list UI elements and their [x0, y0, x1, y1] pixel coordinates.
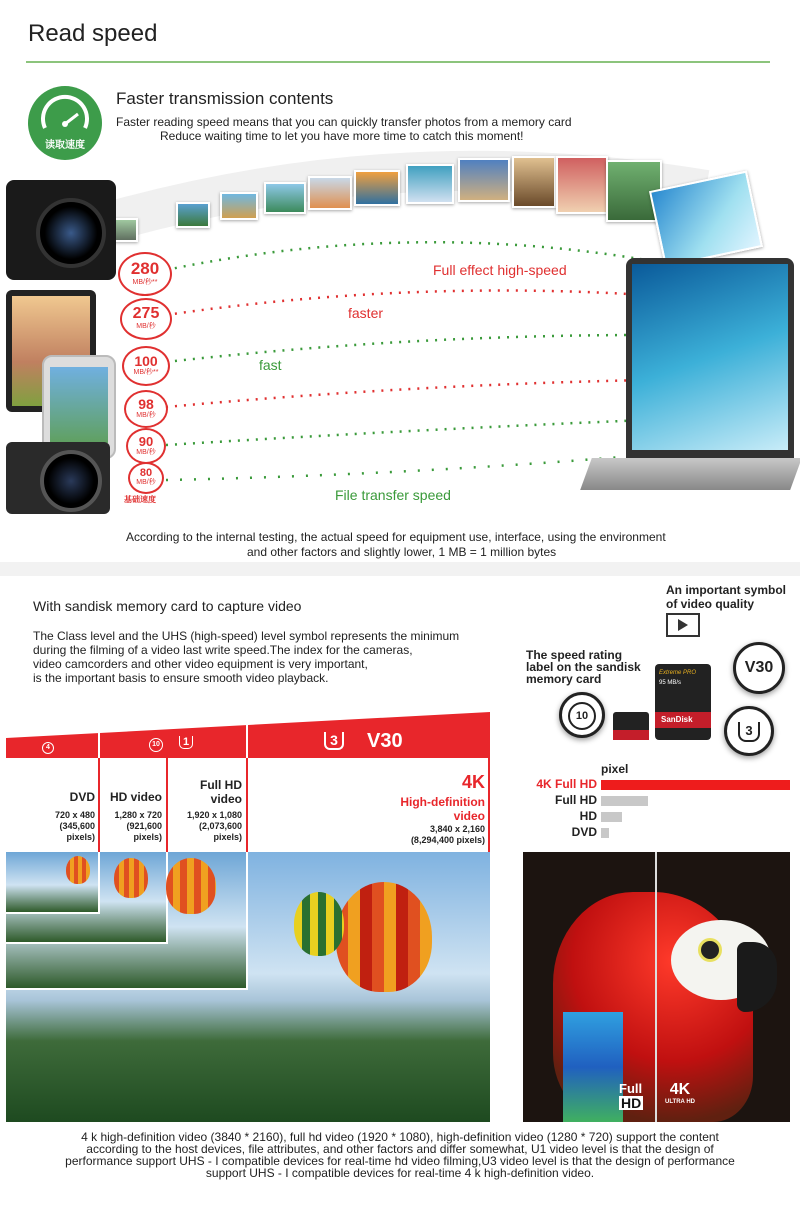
rating-caption: label on the sandisk [526, 660, 641, 674]
section-paragraph: The Class level and the UHS (high-speed) level symbol represents the minimum [33, 629, 460, 643]
bar-label: 4K Full HD [536, 777, 597, 791]
parrot-comparison-image [523, 852, 790, 1122]
res-name-4k-sub: High-definition video [400, 795, 485, 823]
4k-ultra-hd-badge: 4K ULTRA HD [665, 1081, 695, 1105]
section-separator [0, 562, 800, 576]
section-title-transmission: Faster transmission contents [116, 89, 334, 108]
bar [601, 796, 648, 806]
dslr-camera-image [6, 180, 116, 280]
photo-thumb [308, 176, 352, 210]
res-name-dvd: DVD [69, 790, 95, 804]
photo-thumb [176, 202, 210, 228]
footer-note: 4 k high-definition video (3840 * 2160), full hd video (1920 * 1080), high-definition video (1280 * 720) support the content according to the host devices, file attributes, and other factors and differ somewhat, U1 video level is that the design of performance support UHS - I compatible devices for real-time hd video filming,U3 video level is that the design of performance support UHS - I compatible devices for real-time 4 k high-definition video. [65, 1130, 735, 1180]
class10-icon: 10 [149, 738, 163, 752]
section-paragraph: during the filming of a video last write speed.The index for the cameras, [33, 643, 413, 657]
class4-icon: 4 [42, 741, 54, 754]
column-divider [488, 758, 490, 852]
section-description: Faster reading speed means that you can quickly transfer photos from a memory card [116, 115, 572, 129]
res-value: 3,840 x 2,160 (8,294,400 pixels) [410, 824, 485, 845]
speed-badge: 90 MB/秒 [126, 428, 166, 464]
page-title: Read speed [28, 20, 158, 47]
sd-card-image: Extreme PRO 95 MB/s SanDisk [655, 664, 711, 740]
u1-icon: 1 [179, 736, 193, 749]
res-value: 1,920 x 1,080 (2,073,600 pixels) [186, 810, 242, 842]
res-name-4k: 4K [461, 772, 485, 792]
bar [601, 780, 790, 790]
speed-badge: 98 MB/秒 [124, 390, 168, 428]
fullhd-badge: Full HD [619, 1081, 643, 1111]
label-fast: fast [259, 357, 282, 373]
photo-thumb [354, 170, 400, 206]
u3-symbol-icon: 3 [724, 706, 774, 756]
photo-thumb [556, 156, 608, 214]
class10-symbol-icon: 10 [559, 692, 605, 738]
bar-label: HD [579, 809, 597, 823]
photo-thumb [264, 182, 306, 214]
class-level-banner [6, 712, 490, 758]
symbol-caption: of video quality [666, 597, 755, 611]
bar-label: Full HD [555, 793, 597, 807]
header-divider [26, 61, 770, 63]
column-divider [246, 758, 248, 852]
photo-thumb [220, 192, 258, 220]
testing-note: and other factors and slightly lower, 1 MB = 1 million bytes [247, 545, 557, 559]
photo-thumb [406, 164, 454, 204]
photo-thumb [512, 156, 556, 208]
label-transfer-speed: File transfer speed [335, 487, 451, 503]
section-paragraph: is the important basis to ensure smooth video playback. [33, 671, 329, 685]
chart-axis-label: pixel [601, 762, 629, 776]
speedometer-icon [28, 86, 102, 160]
rating-caption: memory card [526, 672, 602, 686]
res-value: 720 x 480 (345,600 pixels) [54, 810, 95, 842]
section-title-video: With sandisk memory card to capture video [33, 598, 302, 614]
bar [601, 828, 609, 838]
laptop-image [626, 258, 794, 490]
v30-icon: V30 [367, 730, 403, 752]
label-full-speed: Full effect high-speed [433, 262, 567, 278]
comparison-divider [655, 852, 657, 1122]
symbol-caption: An important symbol [666, 583, 787, 597]
speed-badge: 280 MB/秒** [118, 252, 172, 296]
video-film-icon [666, 613, 700, 637]
gauge-label: 读取速度 [45, 140, 85, 151]
label-faster: faster [348, 305, 384, 321]
section-description: Reduce waiting time to let you have more time to catch this moment! [160, 129, 524, 143]
v30-symbol-icon: V30 [733, 642, 785, 694]
testing-note: According to the internal testing, the actual speed for equipment use, interface, using the environment [126, 530, 666, 544]
res-value: 1,280 x 720 (921,600 pixels) [114, 810, 162, 842]
speed-badge: 100 MB/秒** [122, 346, 170, 386]
photo-thumb [458, 158, 510, 202]
section-paragraph: video camcorders and other video equipment is very important, [33, 657, 368, 671]
speed-badge: 275 MB/秒 [120, 298, 172, 340]
res-name-hd: HD video [109, 790, 162, 804]
compact-camera-image [6, 442, 110, 514]
bar-label: DVD [571, 825, 597, 839]
balloon-shape [336, 882, 432, 992]
base-speed-label: 基础速度 [124, 495, 156, 504]
speed-hero-graphic [6, 150, 794, 520]
balloon-landscape-image [6, 852, 490, 1122]
res-name-fullhd: Full HD video [200, 778, 242, 806]
u3-icon: 3 [324, 732, 344, 750]
rating-caption: The speed rating [526, 648, 623, 662]
microsd-card-image [613, 712, 649, 740]
speed-badge: 80 MB/秒 [128, 462, 164, 494]
bar [601, 812, 622, 822]
